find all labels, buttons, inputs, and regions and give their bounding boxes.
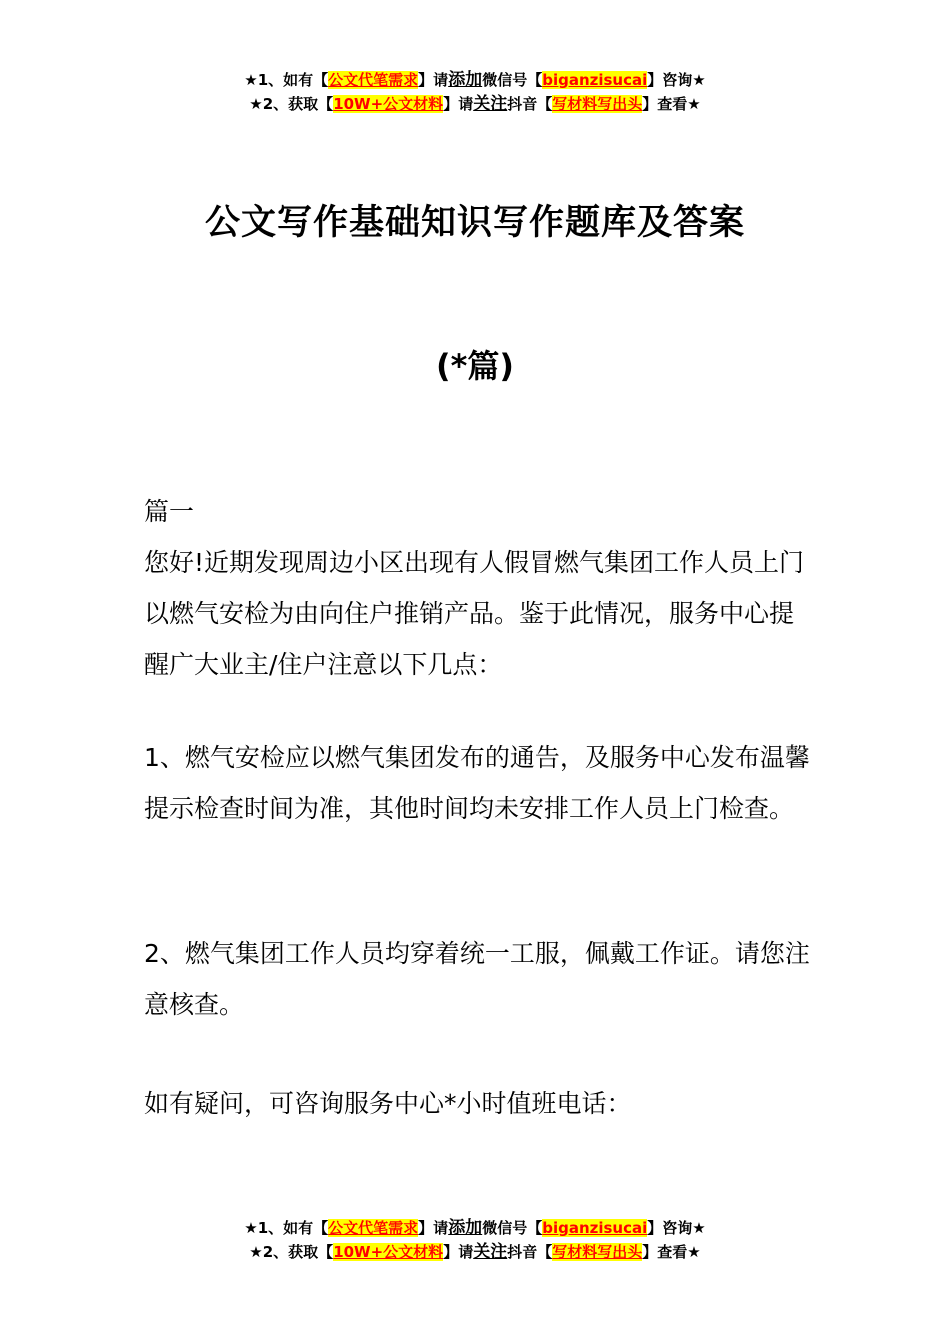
banner-text: 抖音【 xyxy=(507,95,553,113)
item-2-paragraph: 2、燃气集团工作人员均穿着统一工服，佩戴工作证。请您注意核查。 xyxy=(144,939,810,1019)
banner-emphasis: 添加 xyxy=(448,1218,483,1238)
banner-text: 】请 xyxy=(443,1243,474,1261)
document-subtitle: (*篇) xyxy=(436,347,514,385)
item-1-paragraph: 1、燃气安检应以燃气集团发布的通告，及服务中心发布温馨提示检查时间为准，其他时间均未安排工作人员上门检查。 xyxy=(144,743,810,823)
closing-paragraph-wrap xyxy=(144,1078,810,1129)
section-label: 篇一 xyxy=(144,497,195,526)
closing-paragraph: 如有疑问，可咨询服务中心*小时值班电话： xyxy=(144,1089,632,1118)
banner-line-2 xyxy=(0,92,950,116)
document-body xyxy=(144,486,810,690)
banner-highlight: 10W+公文材料 xyxy=(333,1243,444,1261)
banner-text: ★2、获取【 xyxy=(249,95,334,113)
banner-text: 】查看★ xyxy=(642,95,701,113)
banner-text: ★2、获取【 xyxy=(249,1243,334,1261)
banner-highlight: biganzisucai xyxy=(542,1219,648,1237)
banner-emphasis: 添加 xyxy=(448,70,483,90)
banner-highlight: 10W+公文材料 xyxy=(333,95,444,113)
banner-text: 】咨询★ xyxy=(647,71,706,89)
item-2-paragraph-wrap xyxy=(144,928,810,1030)
banner-text: 】查看★ xyxy=(642,1243,701,1261)
banner-line-1 xyxy=(0,68,950,92)
banner-text: 微信号【 xyxy=(482,71,543,89)
banner-highlight: 写材料写出头 xyxy=(552,95,643,113)
banner-text: 抖音【 xyxy=(507,1243,553,1261)
banner-text: 】咨询★ xyxy=(647,1219,706,1237)
banner-text: 】请 xyxy=(418,1219,449,1237)
banner-text: ★1、如有【 xyxy=(244,71,329,89)
intro-paragraph: 您好!近期发现周边小区出现有人假冒燃气集团工作人员上门以燃气安检为由向住户推销产品。鉴于此情况，服务中心提醒广大业主/住户注意以下几点： xyxy=(144,548,805,679)
banner-emphasis: 关注 xyxy=(473,1242,508,1262)
banner-line-2 xyxy=(0,1240,950,1264)
document-title: 公文写作基础知识写作题库及答案 xyxy=(204,203,745,243)
banner-highlight: 公文代笔需求 xyxy=(328,1219,419,1237)
banner-line-1 xyxy=(0,1216,950,1240)
banner-highlight: biganzisucai xyxy=(542,71,648,89)
banner-text: ★1、如有【 xyxy=(244,1219,329,1237)
banner-text: 微信号【 xyxy=(482,1219,543,1237)
banner-text: 】请 xyxy=(418,71,449,89)
footer-banner xyxy=(0,1216,950,1264)
banner-highlight: 写材料写出头 xyxy=(552,1243,643,1261)
banner-text: 】请 xyxy=(443,95,474,113)
header-banner xyxy=(0,68,950,116)
item-1-paragraph-wrap xyxy=(144,732,810,834)
banner-highlight: 公文代笔需求 xyxy=(328,71,419,89)
banner-emphasis: 关注 xyxy=(473,94,508,114)
